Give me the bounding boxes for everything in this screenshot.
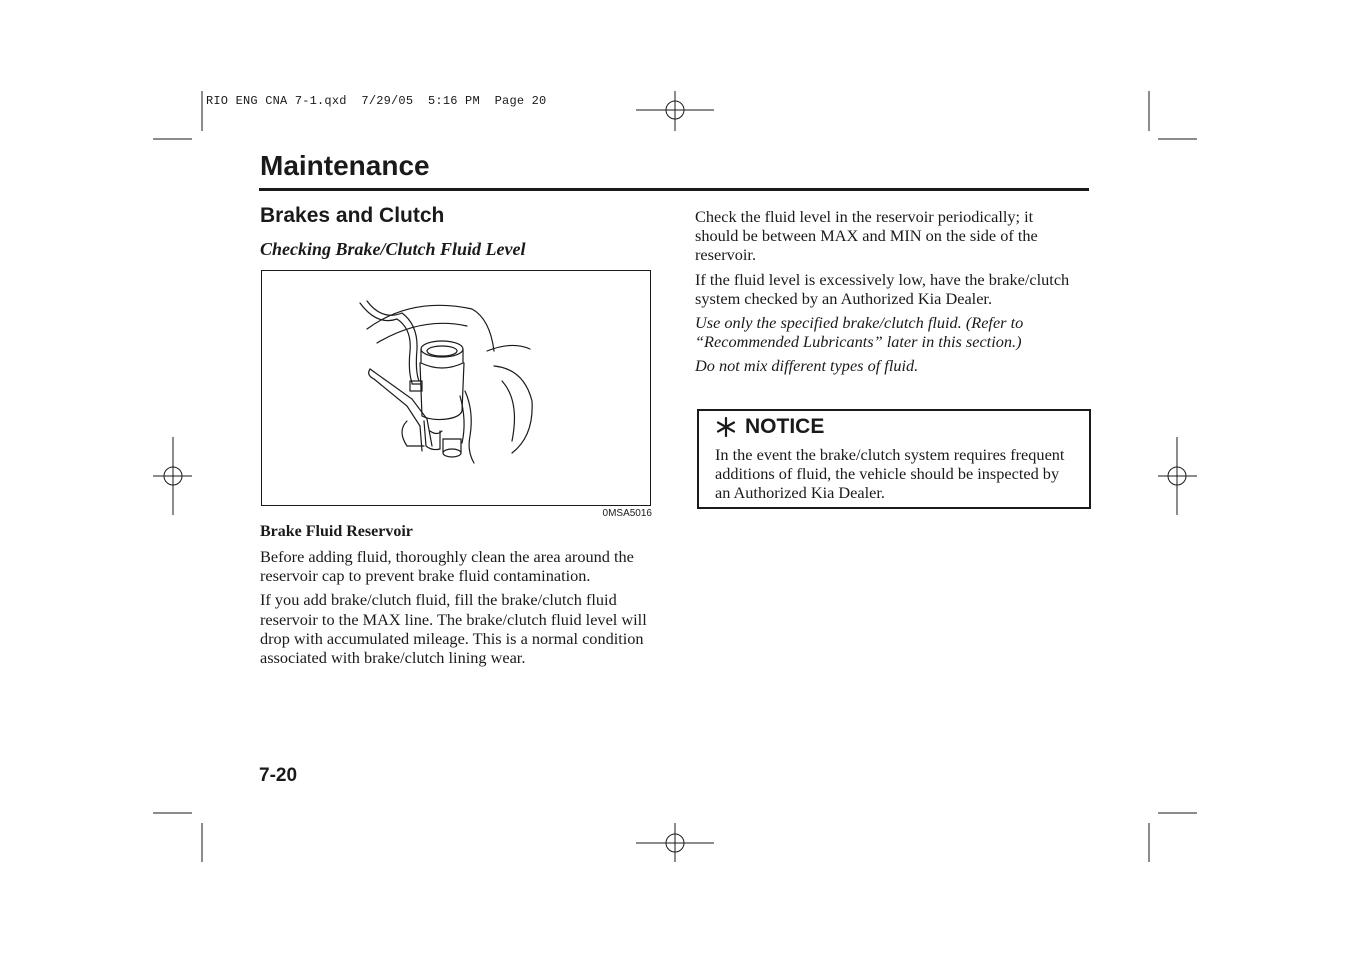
right-column-body (695, 207, 1080, 381)
notice-title: NOTICE (745, 415, 825, 438)
paragraph: If you add brake/clutch fluid, fill the brake/clutch fluid reservoir to the MAX line. The brake/clutch fluid level will drop with accumulated mileage. This is a normal condition associated with brake/clutch lining wear. (260, 590, 647, 668)
notice-box (697, 409, 1091, 509)
print-slug: RIO ENG CNA 7-1.qxd 7/29/05 5:16 PM Page 20 (206, 94, 547, 108)
italic-paragraph: Use only the specified brake/clutch fluid. (Refer to “Recommended Lubricants” later in this section.) (695, 313, 1024, 352)
figure-frame (261, 270, 651, 506)
left-column-body (260, 547, 652, 672)
title-divider (259, 188, 1089, 191)
italic-paragraph: Do not mix different types of fluid. (695, 356, 919, 376)
registration-target-bottom (636, 823, 714, 862)
notice-header (715, 415, 824, 439)
section-heading: Brakes and Clutch (260, 204, 445, 227)
registration-target-left (153, 437, 192, 515)
registration-target-right (1158, 437, 1197, 515)
page-number: 7-20 (259, 765, 298, 786)
page-title: Maintenance (260, 150, 430, 181)
brake-fluid-reservoir-illustration (262, 271, 649, 504)
registration-target-top (636, 91, 714, 131)
asterisk-icon (715, 416, 737, 438)
figure-caption: Brake Fluid Reservoir (260, 523, 413, 540)
figure-code: 0MSA5016 (602, 508, 652, 519)
paragraph: Check the fluid level in the reservoir periodically; it should be between MAX and MIN on the side of the reservoir. (695, 207, 1038, 265)
notice-text: In the event the brake/clutch system requires frequent additions of fluid, the vehicle should be inspected by an Authorized Kia Dealer. (715, 445, 1065, 503)
paragraph: Before adding fluid, thoroughly clean the area around the reservoir cap to prevent brake fluid contamination. (260, 547, 634, 586)
paragraph: If the fluid level is excessively low, have the brake/clutch system checked by an Authorized Kia Dealer. (695, 269, 1070, 308)
subsection-heading: Checking Brake/Clutch Fluid Level (260, 239, 526, 259)
